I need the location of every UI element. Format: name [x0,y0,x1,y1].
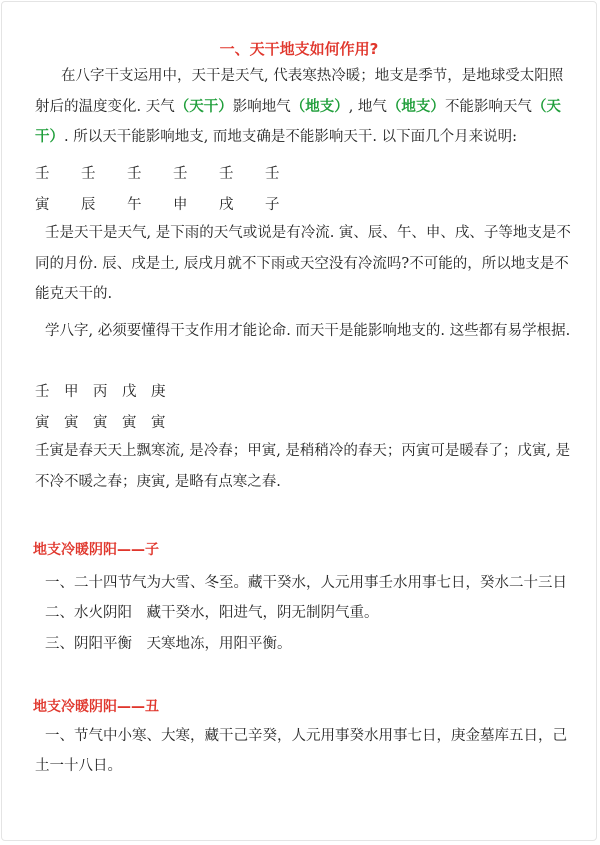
branch-char: 寅 [35,197,50,213]
stem-char: 甲 [64,384,79,400]
stem-char: 壬 [173,166,188,182]
document-page [1,1,597,841]
intro-text-2: 影响地气 [232,98,291,115]
branch-char: 申 [173,197,188,213]
branch-char: 寅 [64,415,79,431]
explanation-paragraph-3: 壬寅是春天天上飘寒流, 是冷春；甲寅, 是稍稍冷的春天；丙寅可是暖春了；戊寅, 是不冷不暖之春；庚寅, 是略有点寒之春. [35,443,571,490]
highlight-tiangan-2: （天干） [35,98,561,145]
branch-row-1 [35,193,311,215]
branch-char: 寅 [122,415,137,431]
highlight-dizhi-2: （地支） [386,98,445,115]
list-item: 三、阴阳平衡 天寒地冻，用阳平衡。 [45,636,292,652]
branch-char: 寅 [93,415,108,431]
branch-char: 午 [127,197,142,213]
branch-char: 寅 [151,415,166,431]
list-item: 一、二十四节气为大雪、冬至。藏干癸水，人元用事壬水用事七日，癸水二十三日 [45,575,567,591]
branch-row-2 [35,411,180,433]
intro-paragraph [35,61,575,153]
list-item: 二、水火阴阳 藏干癸水，阳进气，阴无制阴气重。 [45,605,379,621]
list-item: 一、节气中小寒、大寒，藏干己辛癸，人元用事癸水用事七日，庚金墓库五日，己土一十八日。 [35,728,567,774]
stem-char: 庚 [151,384,166,400]
explanation-paragraph-1: 壬是天干是天气, 是下雨的天气或说是有冷流. 寅、辰、午、申、戌、子等地支是不同的月份. 辰、戌是土, 辰戌月就不下雨或天空没有冷流吗?不可能的，所以地支是不能克天干的. [35,225,571,302]
intro-text-5: . 所以天干能影响地支, 而地支确是不能影响天干. 以下面几个月来说明: [64,129,518,145]
section-heading-zi: 地支冷暖阴阳——子 [33,542,159,558]
stem-char: 壬 [265,166,280,182]
intro-text-1: 在八字干支运用中，天干是天气, 代表寒热冷暖；地支是季节，是地球受太阳照射后的温度变化. 天气 [35,68,564,115]
highlight-dizhi: （地支） [290,98,349,115]
stem-row-1 [35,162,311,184]
branch-char: 辰 [81,197,96,213]
stem-row-2 [35,380,180,402]
highlight-tiangan: （天干） [174,98,233,115]
branch-char: 子 [265,197,280,213]
page-title: 一、天干地支如何作用? [219,40,379,58]
intro-text-3: , 地气 [348,98,387,115]
stem-char: 戊 [122,384,137,400]
stem-char: 壬 [81,166,96,182]
section-heading-chou: 地支冷暖阴阳——丑 [33,699,159,715]
branch-char: 寅 [35,415,50,431]
explanation-paragraph-2: 学八字, 必须要懂得干支作用才能论命. 而天干是能影响地支的. 这些都有易学根据. [45,323,571,339]
stem-char: 丙 [93,384,108,400]
stem-char: 壬 [219,166,234,182]
intro-text-4: 不能影响天气 [444,98,532,115]
branch-char: 戌 [219,197,234,213]
stem-char: 壬 [127,166,142,182]
stem-char: 壬 [35,166,50,182]
stem-char: 壬 [35,384,50,400]
